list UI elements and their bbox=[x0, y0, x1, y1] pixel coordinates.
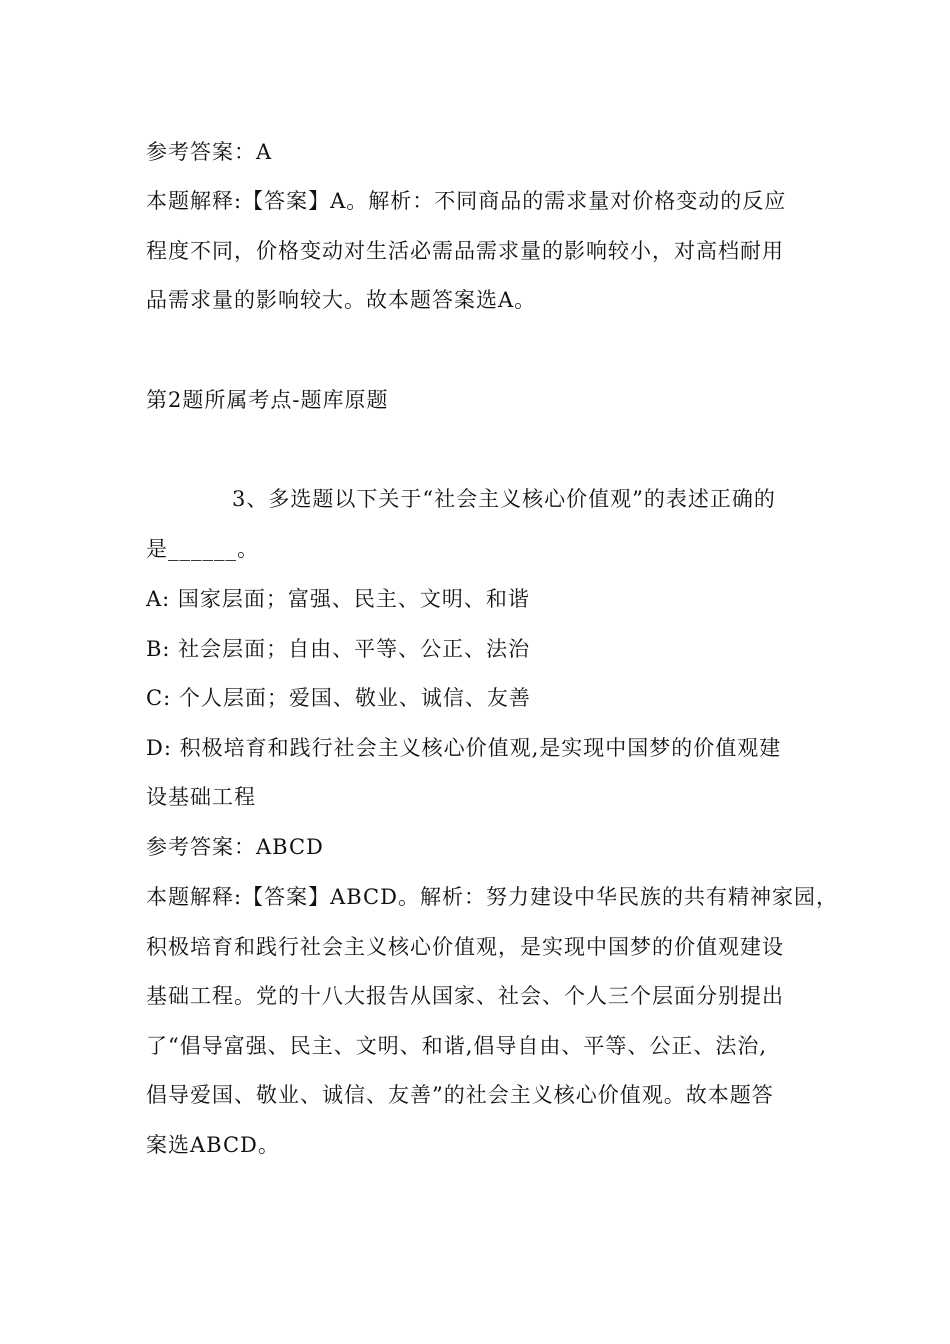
q2-answer: 参考答案：A bbox=[146, 140, 273, 164]
q2-explanation-line-3: 品需求量的影响较大。故本题答案选A。 bbox=[146, 288, 537, 312]
q3-option-d-line-1: D: 积极培育和践行社会主义核心价值观,是实现中国梦的价值观建 bbox=[146, 736, 782, 760]
q3-answer: 参考答案：ABCD bbox=[146, 835, 324, 859]
q3-option-b: B: 社会层面；自由、平等、公正、法治 bbox=[146, 637, 531, 661]
q3-option-c: C: 个人层面；爱国、敬业、诚信、友善 bbox=[146, 686, 531, 710]
q3-explanation-line-3: 基础工程。党的十八大报告从国家、社会、个人三个层面分别提出 bbox=[146, 984, 784, 1008]
q3-option-d-line-2: 设基础工程 bbox=[146, 785, 256, 809]
q3-explanation-line-6: 案选ABCD。 bbox=[146, 1133, 280, 1157]
q2-explanation-line-1: 本题解释:【答案】A。解析：不同商品的需求量对价格变动的反应 bbox=[146, 189, 787, 213]
q3-option-a: A: 国家层面；富强、民主、文明、和谐 bbox=[146, 587, 530, 611]
q3-explanation-line-1: 本题解释:【答案】ABCD。解析：努力建设中华民族的共有精神家园， bbox=[146, 885, 838, 909]
q3-explanation-line-2: 积极培育和践行社会主义核心价值观，是实现中国梦的价值观建设 bbox=[146, 935, 784, 959]
q3-explanation-line-4: 了“倡导富强、民主、文明、和谐,倡导自由、平等、公正、法治, bbox=[146, 1034, 768, 1058]
q3-question-line-2: 是______。 bbox=[146, 537, 259, 561]
q2-explanation-line-2: 程度不同，价格变动对生活必需品需求量的影响较小，对高档耐用 bbox=[146, 239, 784, 263]
q2-topic-heading: 第2题所属考点-题库原题 bbox=[146, 388, 389, 412]
q3-question-line-1: 3、多选题以下关于“社会主义核心价值观”的表述正确的 bbox=[232, 487, 776, 511]
q3-explanation-line-5: 倡导爱国、敬业、诚信、友善”的社会主义核心价值观。故本题答 bbox=[146, 1083, 774, 1107]
